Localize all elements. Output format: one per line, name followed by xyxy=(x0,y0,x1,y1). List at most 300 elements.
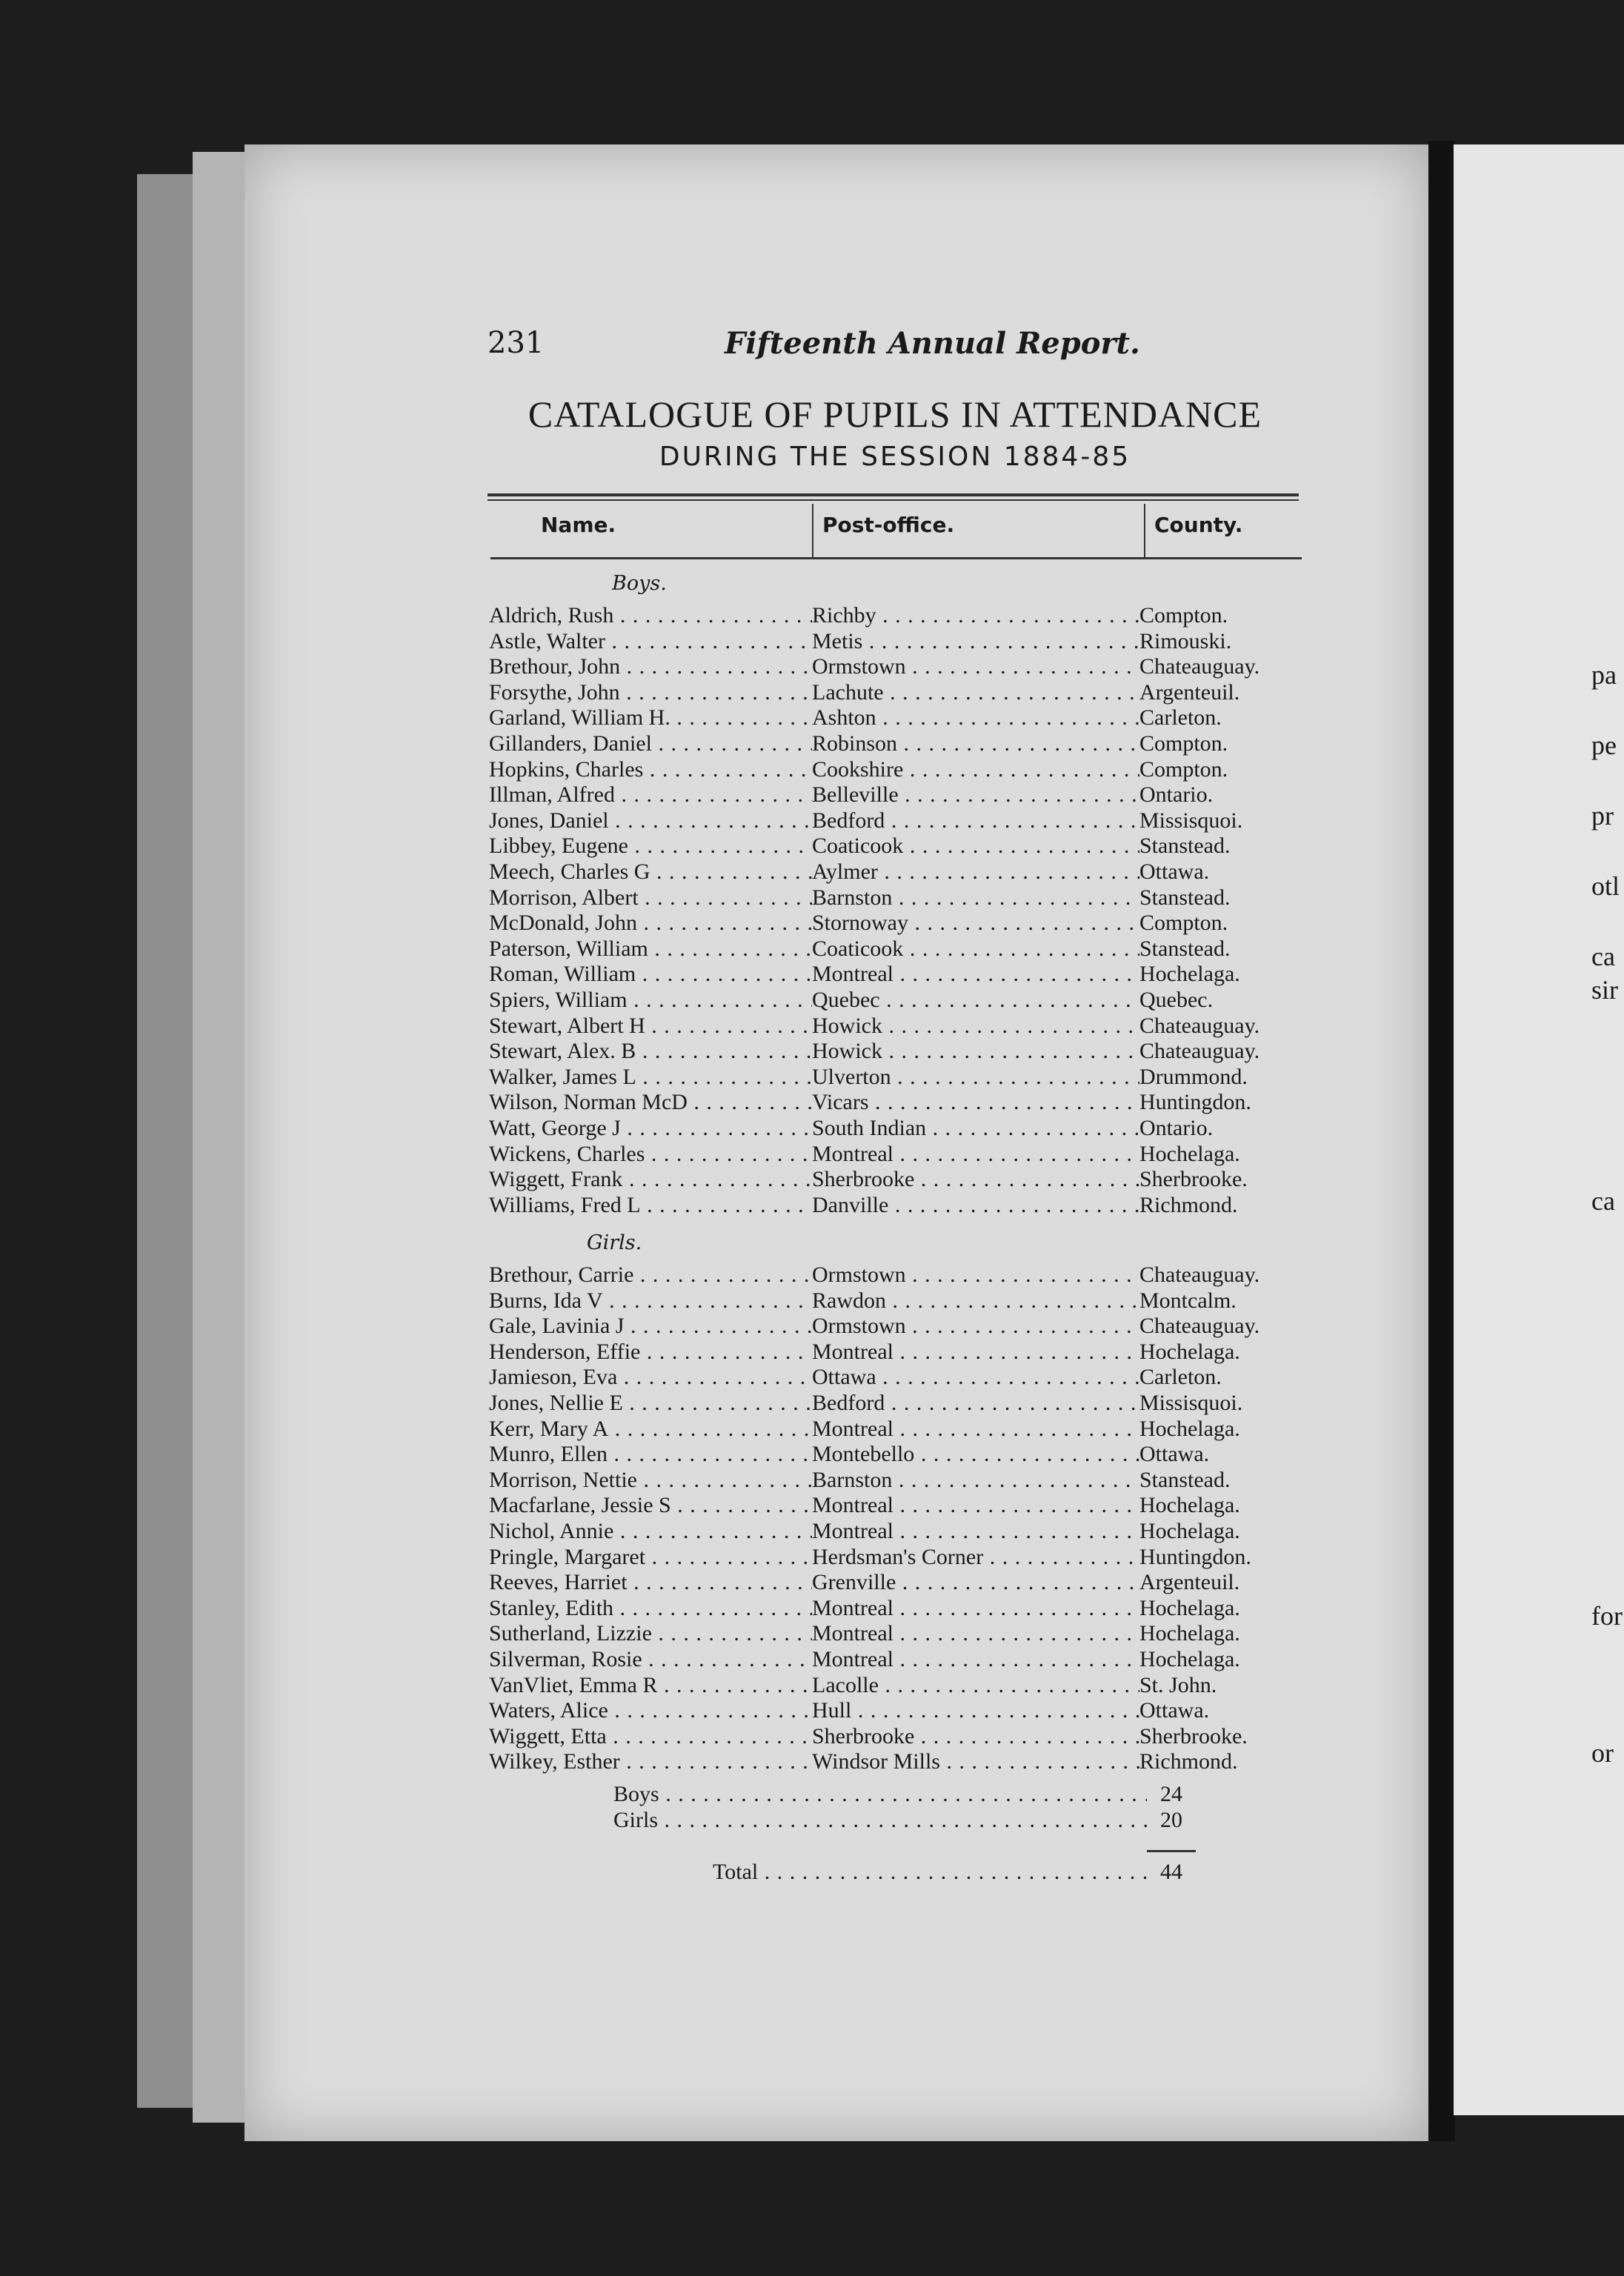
table-rule-top-thin xyxy=(487,499,1299,501)
pupil-name: Nichol, Annie xyxy=(489,1519,614,1543)
leader-dots xyxy=(893,962,1139,986)
leader-dots xyxy=(670,705,812,730)
post-office-cell xyxy=(812,1365,1139,1390)
county-cell xyxy=(1139,1065,1302,1090)
pupil-name: Munro, Ellen xyxy=(489,1442,608,1467)
pupil-name-cell xyxy=(489,1391,812,1416)
pupil-name: Paterson, William xyxy=(489,936,648,961)
county: Sherbrooke. xyxy=(1139,1167,1248,1192)
pupil-name: Silverman, Rosie xyxy=(489,1647,642,1671)
post-office: Ottawa xyxy=(812,1365,876,1390)
table-row xyxy=(489,1493,1297,1519)
post-office: Montreal xyxy=(812,1141,893,1166)
post-office: Montreal xyxy=(812,1621,893,1646)
post-office-cell xyxy=(812,757,1139,782)
pupil-name-cell xyxy=(489,1570,812,1595)
pupil-name-cell xyxy=(489,1621,812,1646)
leader-dots xyxy=(605,629,812,653)
post-office: Quebec xyxy=(812,988,880,1012)
pupil-name-cell xyxy=(489,1365,812,1390)
post-office: Grenville xyxy=(812,1570,896,1595)
table-row xyxy=(489,1621,1297,1647)
county: Argenteuil. xyxy=(1139,1570,1240,1595)
post-office: Rawdon xyxy=(812,1288,886,1313)
county-cell xyxy=(1139,654,1302,679)
pupil-name: Forsythe, John xyxy=(489,679,620,705)
county: Ottawa. xyxy=(1139,859,1210,884)
county: Chateauguay. xyxy=(1139,1013,1260,1038)
post-office-cell xyxy=(812,1391,1139,1416)
facing-page-fragment: otl xyxy=(1591,871,1620,901)
pupil-name-cell xyxy=(489,1698,812,1723)
column-header-post-office: Post-office. xyxy=(822,513,955,537)
post-office: Stornoway xyxy=(812,911,908,936)
county: Richmond. xyxy=(1139,1192,1238,1217)
leader-dots xyxy=(608,1417,812,1441)
leader-dots xyxy=(891,1065,1139,1089)
pupil-name-cell xyxy=(489,988,812,1013)
leader-dots xyxy=(893,1519,1139,1543)
post-office: Lacolle xyxy=(812,1672,879,1697)
county: Chateauguay. xyxy=(1139,1314,1260,1339)
post-office: Vicars xyxy=(812,1090,869,1115)
pupil-name: Spiers, William xyxy=(489,988,628,1012)
county: Montcalm. xyxy=(1139,1288,1237,1313)
post-office: Montreal xyxy=(812,1595,893,1620)
leader-dots xyxy=(645,1014,812,1038)
county: Ottawa. xyxy=(1139,1442,1210,1467)
table-row xyxy=(489,988,1297,1014)
leader-dots xyxy=(645,1142,812,1166)
boys-total-label: Boys . . . xyxy=(613,1782,1147,1807)
girls-total-label: Girls . . . xyxy=(613,1808,1147,1833)
pupil-name-cell xyxy=(489,1262,812,1288)
pupil-name: Morrison, Nettie xyxy=(489,1467,637,1492)
post-office-cell xyxy=(812,1116,1139,1141)
post-office-cell xyxy=(812,808,1139,833)
pupil-name: Jones, Nellie E xyxy=(489,1391,623,1415)
county: Richmond. xyxy=(1139,1749,1238,1774)
table-row xyxy=(489,731,1297,757)
leader-dots xyxy=(615,782,812,807)
county: Ontario. xyxy=(1139,1116,1214,1140)
leader-dots xyxy=(613,1519,812,1543)
table-row xyxy=(489,1288,1297,1314)
county: Ontario. xyxy=(1139,782,1214,808)
county: Huntingdon. xyxy=(1139,1544,1251,1569)
pupil-name-cell xyxy=(489,1749,812,1774)
post-office: Robinson xyxy=(812,731,898,756)
pupil-name: Stanley, Edith xyxy=(489,1595,614,1620)
post-office: South Indian xyxy=(812,1116,927,1140)
pupil-name-cell xyxy=(489,1724,812,1749)
post-office: Coaticook xyxy=(812,833,904,859)
pupil-name: VanVliet, Emma R xyxy=(489,1672,658,1697)
post-office-cell xyxy=(812,1519,1139,1544)
leader-dots xyxy=(882,1014,1139,1038)
post-office-cell xyxy=(812,1340,1139,1365)
leader-dots xyxy=(885,808,1139,833)
table-row xyxy=(489,1545,1297,1571)
leader-dots xyxy=(906,1262,1139,1287)
leader-dots xyxy=(851,1698,1139,1723)
county-cell xyxy=(1139,833,1302,859)
county-cell xyxy=(1139,705,1302,731)
county-cell xyxy=(1139,1724,1302,1749)
county-cell xyxy=(1139,1391,1302,1416)
pupil-name: Jamieson, Eva xyxy=(489,1365,618,1390)
leader-dots xyxy=(608,1442,812,1466)
post-office: Barnston xyxy=(812,1467,893,1492)
county-cell xyxy=(1139,1365,1302,1390)
table-row xyxy=(489,629,1297,655)
pupil-name-cell xyxy=(489,1340,812,1365)
county-cell xyxy=(1139,1193,1302,1218)
table-row xyxy=(489,1647,1297,1673)
table-row xyxy=(489,782,1297,808)
pupil-name-cell xyxy=(489,782,812,808)
pupil-name: Gillanders, Daniel xyxy=(489,731,652,756)
table-row xyxy=(489,1262,1297,1288)
leader-dots xyxy=(608,1698,812,1723)
post-office-cell xyxy=(812,1014,1139,1039)
pupil-name: Roman, William xyxy=(489,962,636,987)
grand-total-count: 44 xyxy=(1160,1860,1182,1884)
column-divider xyxy=(1144,504,1145,557)
county-cell xyxy=(1139,1090,1302,1115)
pupil-name-cell xyxy=(489,603,812,628)
pupil-name: Williams, Fred L xyxy=(489,1192,641,1217)
leader-dots xyxy=(607,1724,812,1748)
table-row xyxy=(489,1340,1297,1365)
leader-dots xyxy=(983,1545,1139,1569)
post-office-cell xyxy=(812,833,1139,859)
leader-dots xyxy=(888,1193,1139,1217)
post-office-cell xyxy=(812,1167,1139,1192)
leader-dots xyxy=(617,1365,812,1389)
section-label-girls: Girls. xyxy=(587,1231,642,1254)
pupil-name: Reeves, Harriet xyxy=(489,1570,628,1595)
county: Compton. xyxy=(1139,731,1228,756)
post-office: Ormstown xyxy=(812,1262,906,1287)
table-row xyxy=(489,603,1297,629)
post-office-cell xyxy=(812,782,1139,808)
pupil-name-cell xyxy=(489,680,812,705)
county-cell xyxy=(1139,1621,1302,1646)
post-office: Montreal xyxy=(812,1647,893,1671)
county: Missisquoi. xyxy=(1139,808,1243,833)
pupil-name-cell xyxy=(489,1647,812,1672)
post-office: Howick xyxy=(812,1039,882,1064)
leader-dots xyxy=(892,1468,1139,1492)
table-row xyxy=(489,1116,1297,1142)
leader-dots xyxy=(671,1493,812,1517)
pupil-name: Wiggett, Frank xyxy=(489,1167,623,1192)
post-office-cell xyxy=(812,1288,1139,1314)
pupil-name-cell xyxy=(489,885,812,911)
table-row xyxy=(489,833,1297,859)
county: Drummond. xyxy=(1139,1064,1248,1089)
pupil-name: Jones, Daniel xyxy=(489,808,609,833)
county: Stanstead. xyxy=(1139,833,1231,859)
post-office-cell xyxy=(812,988,1139,1013)
pupil-name-cell xyxy=(489,1493,812,1518)
table-row xyxy=(489,1014,1297,1039)
county: Chateauguay. xyxy=(1139,1262,1260,1287)
leader-dots xyxy=(940,1749,1139,1774)
pupil-name-cell xyxy=(489,1167,812,1192)
county: St. John. xyxy=(1139,1672,1217,1697)
table-rule-bottom xyxy=(490,557,1302,559)
pupil-name-cell xyxy=(489,1596,812,1621)
post-office-cell xyxy=(812,885,1139,911)
leader-dots xyxy=(652,1621,812,1646)
county-cell xyxy=(1139,1116,1302,1141)
pupil-name-cell xyxy=(489,1314,812,1339)
leader-dots xyxy=(897,731,1139,756)
pupil-name-cell xyxy=(489,1288,812,1314)
county-cell xyxy=(1139,808,1302,833)
post-office: Hull xyxy=(812,1698,852,1723)
county-cell xyxy=(1139,885,1302,911)
county-cell xyxy=(1139,1596,1302,1621)
facing-page-fragment: or xyxy=(1591,1738,1614,1768)
pupil-name: Gale, Lavinia J xyxy=(489,1314,625,1339)
county-cell xyxy=(1139,1468,1302,1493)
county: Hochelaga. xyxy=(1139,1595,1240,1620)
county-cell xyxy=(1139,1673,1302,1698)
table-row xyxy=(489,885,1297,911)
post-office-cell xyxy=(812,1090,1139,1115)
county-cell xyxy=(1139,1262,1302,1288)
county-cell xyxy=(1139,988,1302,1013)
post-office-cell xyxy=(812,1749,1139,1774)
county-cell xyxy=(1139,1039,1302,1064)
leader-dots xyxy=(645,1545,812,1569)
leader-dots xyxy=(926,1116,1139,1140)
leader-dots xyxy=(642,1647,812,1671)
pupil-name: Wiggett, Etta xyxy=(489,1723,607,1748)
table-row xyxy=(489,654,1297,680)
post-office-cell xyxy=(812,1193,1139,1218)
post-office-cell xyxy=(812,731,1139,756)
leader-dots xyxy=(652,731,812,756)
leader-dots xyxy=(903,757,1139,782)
leader-dots xyxy=(914,1167,1139,1191)
county: Hochelaga. xyxy=(1139,1493,1240,1518)
pupil-name: Waters, Alice xyxy=(489,1698,608,1723)
county-cell xyxy=(1139,1417,1302,1442)
post-office-cell xyxy=(812,1545,1139,1570)
county-cell xyxy=(1139,1698,1302,1723)
county: Chateauguay. xyxy=(1139,1039,1260,1064)
post-office-cell xyxy=(812,1442,1139,1467)
leader-dots xyxy=(886,1288,1139,1313)
post-office-cell xyxy=(812,1314,1139,1339)
county-cell xyxy=(1139,629,1302,654)
leader-dots xyxy=(893,1142,1139,1166)
county: Carleton. xyxy=(1139,705,1222,731)
post-office: Coaticook xyxy=(812,936,904,961)
table-row xyxy=(489,1065,1297,1091)
leader-dots xyxy=(893,1596,1139,1620)
table-row xyxy=(489,1142,1297,1168)
page-stack-edge-inner xyxy=(193,152,252,2123)
boys-total-count: 24 xyxy=(1160,1782,1182,1806)
post-office: Howick xyxy=(812,1013,882,1038)
pupil-name-cell xyxy=(489,1014,812,1039)
pupil-name-cell xyxy=(489,1519,812,1544)
leader-dots xyxy=(628,833,812,858)
post-office: Montreal xyxy=(812,1493,893,1518)
table-row xyxy=(489,936,1297,962)
leader-dots xyxy=(879,1673,1139,1697)
leader-dots xyxy=(885,1391,1139,1415)
post-office: Richby xyxy=(812,603,876,628)
table-row xyxy=(489,1365,1297,1391)
post-office: Windsor Mills xyxy=(812,1749,940,1774)
post-office-cell xyxy=(812,1065,1139,1090)
catalogue-title: CATALOGUE OF PUPILS IN ATTENDANCE xyxy=(528,393,1262,435)
table-row xyxy=(489,1391,1297,1417)
leader-dots xyxy=(650,859,812,884)
pupil-name: Stewart, Albert H xyxy=(489,1013,645,1038)
section-label-boys: Boys. xyxy=(612,572,667,595)
pupil-name: Kerr, Mary A xyxy=(489,1416,609,1441)
leader-dots xyxy=(637,911,812,935)
county-cell xyxy=(1139,1314,1302,1339)
county: Hochelaga. xyxy=(1139,1416,1240,1441)
county: Quebec. xyxy=(1139,988,1214,1012)
post-office: Bedford xyxy=(812,808,885,833)
leader-dots xyxy=(657,1673,812,1697)
facing-page-fragment: for xyxy=(1591,1601,1623,1631)
county-cell xyxy=(1139,757,1302,782)
county: Hochelaga. xyxy=(1139,962,1240,987)
county: Sherbrooke. xyxy=(1139,1723,1248,1748)
post-office: Ormstown xyxy=(812,1314,906,1339)
table-row xyxy=(489,1519,1297,1545)
post-office: Herdsman's Corner xyxy=(812,1544,984,1569)
leader-dots xyxy=(633,1262,812,1287)
leader-dots xyxy=(906,654,1139,679)
post-office: Ormstown xyxy=(812,654,906,679)
leader-dots xyxy=(862,629,1139,653)
county: Compton. xyxy=(1139,911,1228,936)
county: Compton. xyxy=(1139,603,1228,628)
pupil-name: Henderson, Effie xyxy=(489,1339,641,1364)
leader-dots xyxy=(639,885,812,910)
county: Stanstead. xyxy=(1139,936,1231,961)
leader-dots xyxy=(893,1647,1139,1671)
pupil-name: Morrison, Albert xyxy=(489,885,639,910)
facing-page-fragment: ca xyxy=(1591,942,1615,971)
post-office-cell xyxy=(812,859,1139,885)
pupil-name: Macfarlane, Jessie S xyxy=(489,1493,671,1518)
post-office: Sherbrooke xyxy=(812,1167,915,1192)
county: Stanstead. xyxy=(1139,1467,1231,1492)
leader-dots xyxy=(896,1570,1139,1594)
county: Missisquoi. xyxy=(1139,1391,1243,1415)
table-row xyxy=(489,1698,1297,1724)
county: Hochelaga. xyxy=(1139,1647,1240,1671)
county: Ottawa. xyxy=(1139,1698,1210,1723)
post-office: Bedford xyxy=(812,1391,885,1415)
county-cell xyxy=(1139,936,1302,962)
table-row xyxy=(489,911,1297,936)
post-office: Belleville xyxy=(812,782,899,808)
facing-page-fragment: sir xyxy=(1591,975,1618,1005)
running-header xyxy=(487,326,1302,370)
pupil-name: Meech, Charles G xyxy=(489,859,650,884)
county-cell xyxy=(1139,1647,1302,1672)
leader-dots xyxy=(893,1340,1139,1364)
leader-dots xyxy=(643,757,812,782)
county-cell xyxy=(1139,603,1302,628)
county-cell xyxy=(1139,911,1302,936)
pupil-name-cell xyxy=(489,705,812,731)
leader-dots xyxy=(609,808,812,833)
county-cell xyxy=(1139,1142,1302,1167)
pupil-name-cell xyxy=(489,833,812,859)
table-rule-top xyxy=(487,493,1299,496)
post-office-cell xyxy=(812,1468,1139,1493)
facing-page-fragment: ca xyxy=(1591,1186,1615,1216)
leader-dots xyxy=(903,936,1139,961)
pupil-name: Illman, Alfred xyxy=(489,782,615,808)
post-office-cell xyxy=(812,962,1139,987)
post-office-cell xyxy=(812,1621,1139,1646)
county: Hochelaga. xyxy=(1139,1519,1240,1543)
leader-dots xyxy=(880,988,1139,1012)
pupil-name: Garland, William H. xyxy=(489,705,670,731)
pupil-name-cell xyxy=(489,962,812,987)
pupil-name: McDonald, John xyxy=(489,911,637,936)
pupil-name-cell xyxy=(489,1442,812,1467)
county-cell xyxy=(1139,731,1302,756)
post-office: Danville xyxy=(812,1192,889,1217)
post-office-cell xyxy=(812,1039,1139,1064)
county: Huntingdon. xyxy=(1139,1090,1251,1115)
post-office: Metis xyxy=(812,628,863,653)
pupil-name: Hopkins, Charles xyxy=(489,756,644,782)
pupil-name-cell xyxy=(489,1142,812,1167)
leader-dots xyxy=(893,1621,1139,1646)
pupil-name-cell xyxy=(489,1545,812,1570)
pupil-name-cell xyxy=(489,936,812,962)
leader-dots xyxy=(892,885,1139,910)
county: Stanstead. xyxy=(1139,885,1231,910)
column-header-name: Name. xyxy=(541,513,616,537)
pupil-name: Pringle, Margaret xyxy=(489,1544,646,1569)
table-row xyxy=(489,680,1297,706)
post-office: Montreal xyxy=(812,1416,893,1441)
post-office: Montreal xyxy=(812,962,893,987)
leader-dots xyxy=(903,833,1139,858)
leader-dots xyxy=(636,962,812,986)
pupil-name-cell xyxy=(489,731,812,756)
post-office-cell xyxy=(812,1724,1139,1749)
leader-dots xyxy=(636,1039,812,1063)
pupil-name-cell xyxy=(489,1417,812,1442)
pupil-name-cell xyxy=(489,1090,812,1115)
pupil-name-cell xyxy=(489,859,812,885)
table-row xyxy=(489,1039,1297,1065)
post-office-cell xyxy=(812,1262,1139,1288)
county-cell xyxy=(1139,1519,1302,1544)
leader-dots xyxy=(906,1314,1139,1338)
pupil-name-cell xyxy=(489,1116,812,1141)
